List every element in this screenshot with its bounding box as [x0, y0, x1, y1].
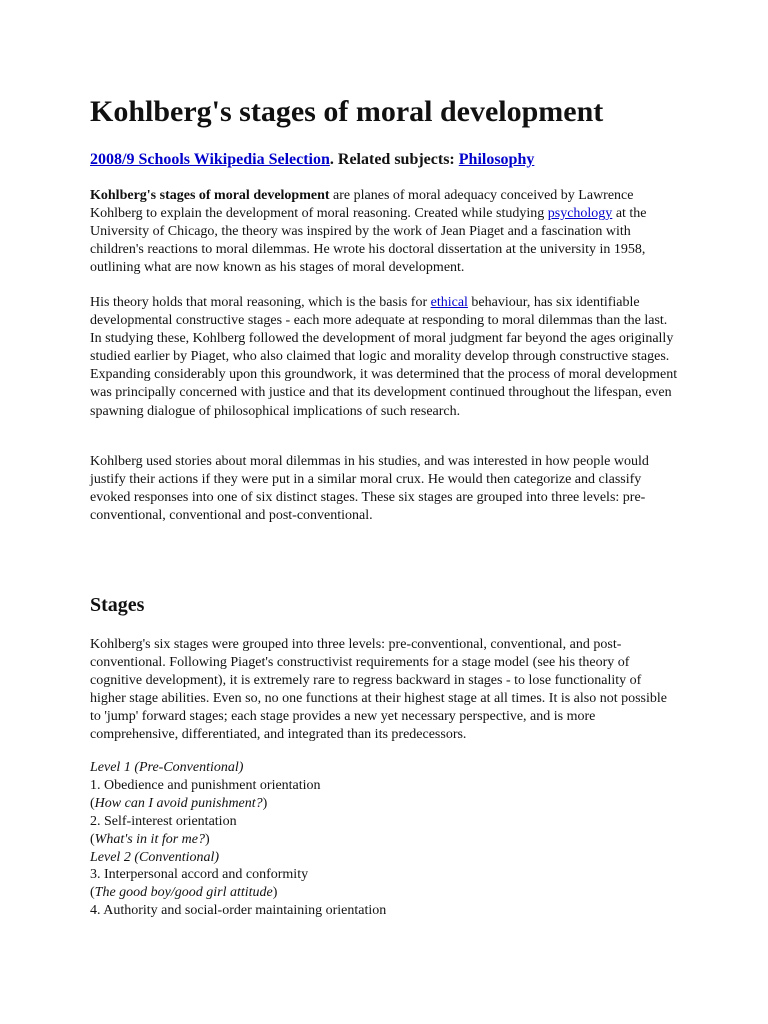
level-1-label: Level 1 (Pre-Conventional) [90, 760, 244, 775]
intro-text-b: at the University of Chicago, the theory was inspired by the work of Jean Piaget and a fascination with children's reactions to moral dilemmas. He wrote his doctoral dissertation at the university in 1958, outlining what are now known as his stages of moral development. [90, 206, 647, 276]
stage-3-item: 3. Interpersonal accord and conformity [90, 867, 309, 883]
stage-1-question: (How can I avoid punishment?) [90, 795, 268, 811]
stages-list [90, 759, 680, 920]
intro-paragraph [90, 187, 680, 277]
stages-heading: Stages [90, 594, 145, 616]
stage-2-question: (What's in it for me?) [90, 831, 210, 847]
source-line [90, 149, 534, 171]
theory-text-b: behaviour, has six identifiable developmental constructive stages - each more adequate at responding to moral dilemmas than the last. In studying these, Kohlberg followed the development of moral judgment far beyond the ages originally studied earlier by Piaget, who also claimed that logic and morality develop through constructive stages. Expanding considerably upon this groundwork, it was determined that the process of moral development was principally concerned with justice and that its development continued throughout the lifespan, even spawning dialogue of philosophical implications of such research. [90, 295, 678, 419]
psychology-link[interactable]: psychology [547, 206, 613, 222]
dilemmas-paragraph: Kohlberg used stories about moral dilemmas in his studies, and was interested in how people would justify their actions if they were put in a similar moral crux. He would then categorize and classify evoked responses into one of six distinct stages. These six stages are grouped into three levels: pre-conventional, conventional and post-conventional. [90, 454, 649, 524]
ethical-link[interactable]: ethical [430, 295, 468, 310]
level-2-label: Level 2 (Conventional) [90, 849, 220, 865]
intro-bold-lead: Kohlberg's stages of moral development [90, 188, 330, 203]
stages-paragraph: Kohlberg's six stages were grouped into three levels: pre-conventional, conventional, and post-conventional. Following Piaget's constructivist requirements for a stage model (see his theory of cognitive development), it is extremely rare to regress backward in stages - to lose functionality of higher stage abilities. Even so, no one functions at their highest stage at all times. It is also not possible to 'jump' forward stages; each stage provides a new yet necessary perspective, and is more comprehensive, differentiated, and integrated than its predecessors. [90, 637, 668, 743]
page-title: Kohlberg's stages of moral development [90, 95, 604, 128]
theory-text-a: His theory holds that moral reasoning, which is the basis for [90, 295, 431, 310]
source-separator: . Related subjects: [329, 151, 459, 168]
stage-1-item: 1. Obedience and punishment orientation [90, 777, 321, 793]
schools-selection-link[interactable]: 2008/9 Schools Wikipedia Selection [90, 151, 330, 168]
intro-text-a: are planes of moral adequacy conceived by Lawrence Kohlberg to explain the development of moral reasoning. Created while studying [90, 188, 634, 222]
theory-paragraph [90, 294, 680, 421]
stage-3-question: (The good boy/good girl attitude) [90, 885, 278, 901]
stage-2-item: 2. Self-interest orientation [90, 813, 237, 829]
philosophy-link[interactable]: Philosophy [458, 151, 535, 168]
stage-4-item: 4. Authority and social-order maintaining orientation [90, 903, 387, 919]
